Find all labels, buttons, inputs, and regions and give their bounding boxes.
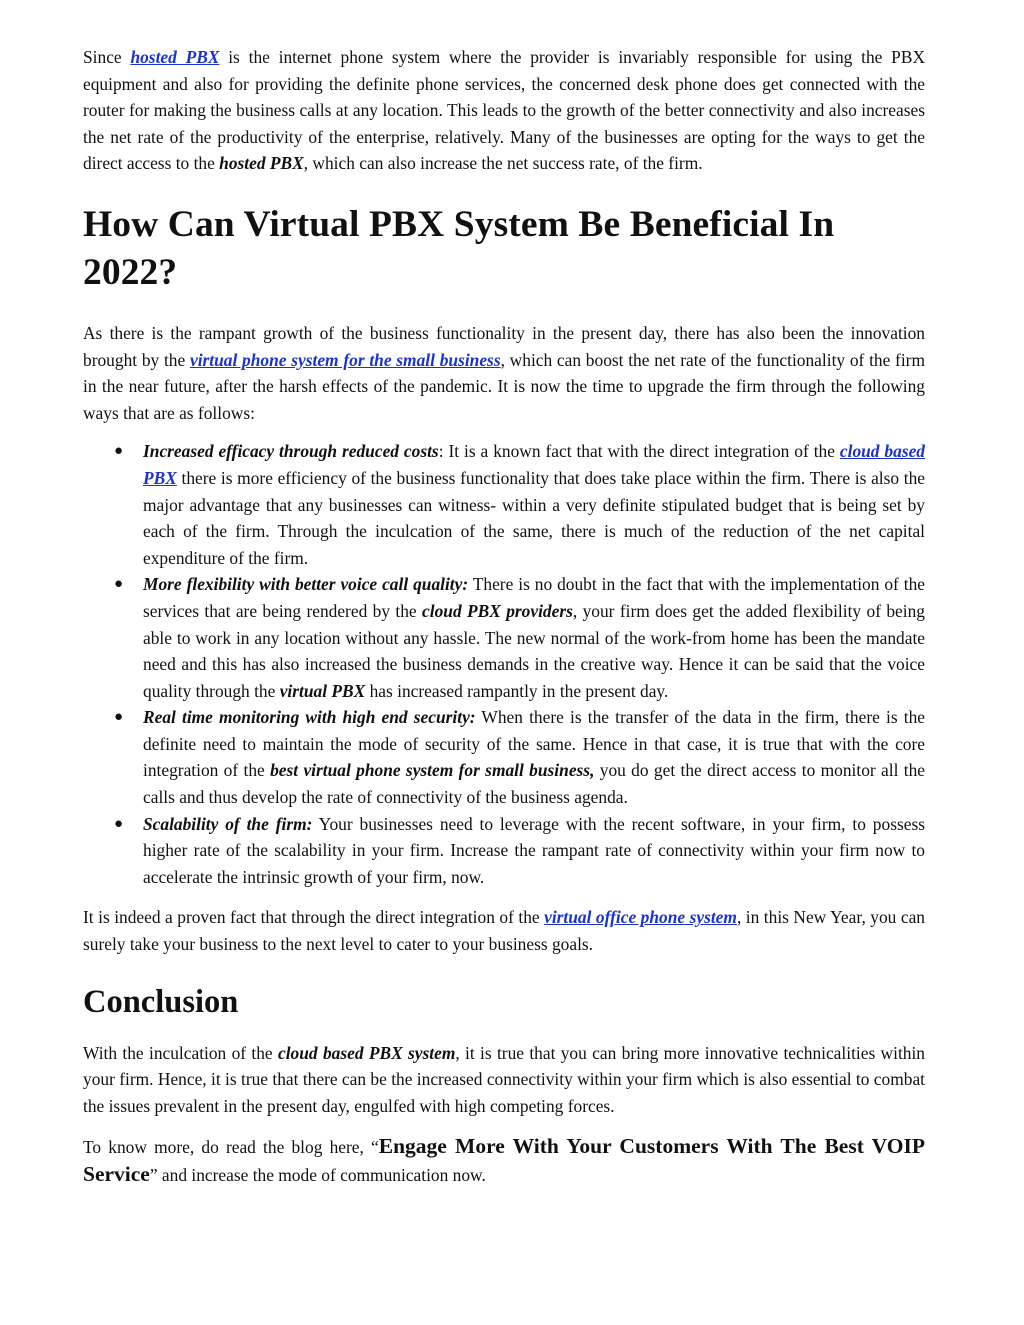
benefits-list (83, 438, 925, 890)
benefits-text-2: , which can boost the net rate of the functionality of the firm in the near future, after the harsh effects of the pandemic. It is now the time to upgrade the firm through the following ways that are as follows: (83, 349, 925, 423)
integration-paragraph (83, 904, 925, 957)
intro-bold-hosted-pbx: hosted PBX (219, 153, 304, 174)
virtual-office-phone-system-link[interactable]: virtual office phone system (544, 907, 737, 928)
list-item (83, 811, 925, 891)
bullet-text: : It is a known fact that with the direct integration of the (438, 441, 840, 462)
intro-paragraph (83, 44, 925, 177)
bullet-text: you do get the direct access to monitor all the calls and thus develop the rate of connectivity of the business agenda. (143, 760, 925, 808)
closing-text-1: To know more, do read the blog here, “ (83, 1137, 379, 1158)
closing-text-2: ” and increase the mode of communication now. (149, 1165, 486, 1185)
blog-title-highlight: Engage More With Your Customers With The Best VOIP Service (83, 1134, 925, 1186)
integration-text-1: It is indeed a proven fact that through the direct integration of the (83, 907, 545, 928)
cloud-based-pbx-link[interactable]: cloud based PBX (143, 441, 926, 488)
list-item (83, 571, 925, 704)
bullet-text: There is no doubt in the fact that with the implementation of the services that are being rendered by the (143, 574, 926, 621)
list-item (83, 704, 925, 810)
conclusion-bold-text: cloud based PBX system (278, 1042, 456, 1063)
bullet-bold-text: best virtual phone system for small business, (270, 760, 595, 781)
bullet-title: Real time monitoring with high end security: (143, 707, 476, 728)
bullet-text: has increased rampantly in the present day. (365, 680, 669, 701)
conclusion-text-1: With the inculcation of the (83, 1042, 278, 1063)
bullet-title: Scalability of the firm: (143, 813, 313, 834)
closing-paragraph (83, 1133, 925, 1188)
virtual-phone-system-link[interactable]: virtual phone system for the small business (189, 349, 501, 370)
bullet-icon: ● (114, 815, 124, 832)
intro-text-3: , which can also increase the net success rate, of the firm. (303, 153, 703, 174)
conclusion-paragraph (83, 1040, 925, 1120)
list-item (83, 438, 925, 571)
hosted-pbx-link[interactable]: hosted PBX (130, 47, 220, 67)
benefits-intro-paragraph (83, 320, 925, 426)
document-body (83, 44, 925, 1189)
conclusion-text-2: , it is true that you can bring more innovative technicalities within your firm. Hence, it is true that there can be the increased connectivity within your firm which is also essential to combat the issues prevalent in the present day, engulfed with high competing forces. (83, 1042, 925, 1116)
bullet-title: Increased efficacy through reduced costs (143, 441, 439, 462)
bullet-bold-text: virtual PBX (279, 680, 366, 701)
bullet-icon: ● (114, 443, 124, 460)
integration-text-2: , in this New Year, you can surely take your business to the next level to cater to your business goals. (83, 907, 925, 955)
intro-text-1: Since (83, 47, 131, 67)
bullet-title: More flexibility with better voice call quality: (143, 574, 469, 595)
section-heading-conclusion: Conclusion (83, 983, 239, 1020)
intro-text-2: is the internet phone system where the provider is invariably responsible for using the PBX equipment and also for providing the definite phone services, the concerned desk phone does get connected with the router for making the business calls at any location. This leads to the growth of the better connectivity and also increases the net rate of the productivity of the enterprise, relatively. Many of the businesses are opting for the ways to get the direct access to the (83, 47, 926, 174)
bullet-text: When there is the transfer of the data in the firm, there is the definite need to maintain the mode of security of the same. Hence in that case, it is true that with the core integration of the (143, 707, 925, 781)
bullet-icon: ● (114, 576, 124, 593)
bullet-icon: ● (114, 709, 124, 726)
benefits-text-1: As there is the rampant growth of the business functionality in the present day, there has also been the innovation brought by the (83, 322, 925, 370)
bullet-text: , your firm does get the added flexibility of being able to work in any location without any hassle. The new normal of the work-from home has been the mandate need and this has also increased the business demands in the creative way. Hence it can be said that the voice quality through the (143, 600, 925, 701)
bullet-text: there is more efficiency of the business functionality that does take place within the firm. There is also the major advantage that any businesses can witness- within a very definite stipulated budget that is being set by each of the firm. Through the inculcation of the same, there is much of the reduction of the net capital expenditure of the firm. (143, 467, 925, 568)
bullet-bold-text: cloud PBX providers (422, 600, 573, 621)
bullet-text: Your businesses need to leverage with the recent software, in your firm, to possess higher rate of the scalability in your firm. Increase the rampant rate of connectivity within your firm now to accelerate the intrinsic growth of your firm, now. (143, 813, 925, 887)
section-heading-benefits: How Can Virtual PBX System Be Beneficial In 2022? (83, 203, 835, 293)
